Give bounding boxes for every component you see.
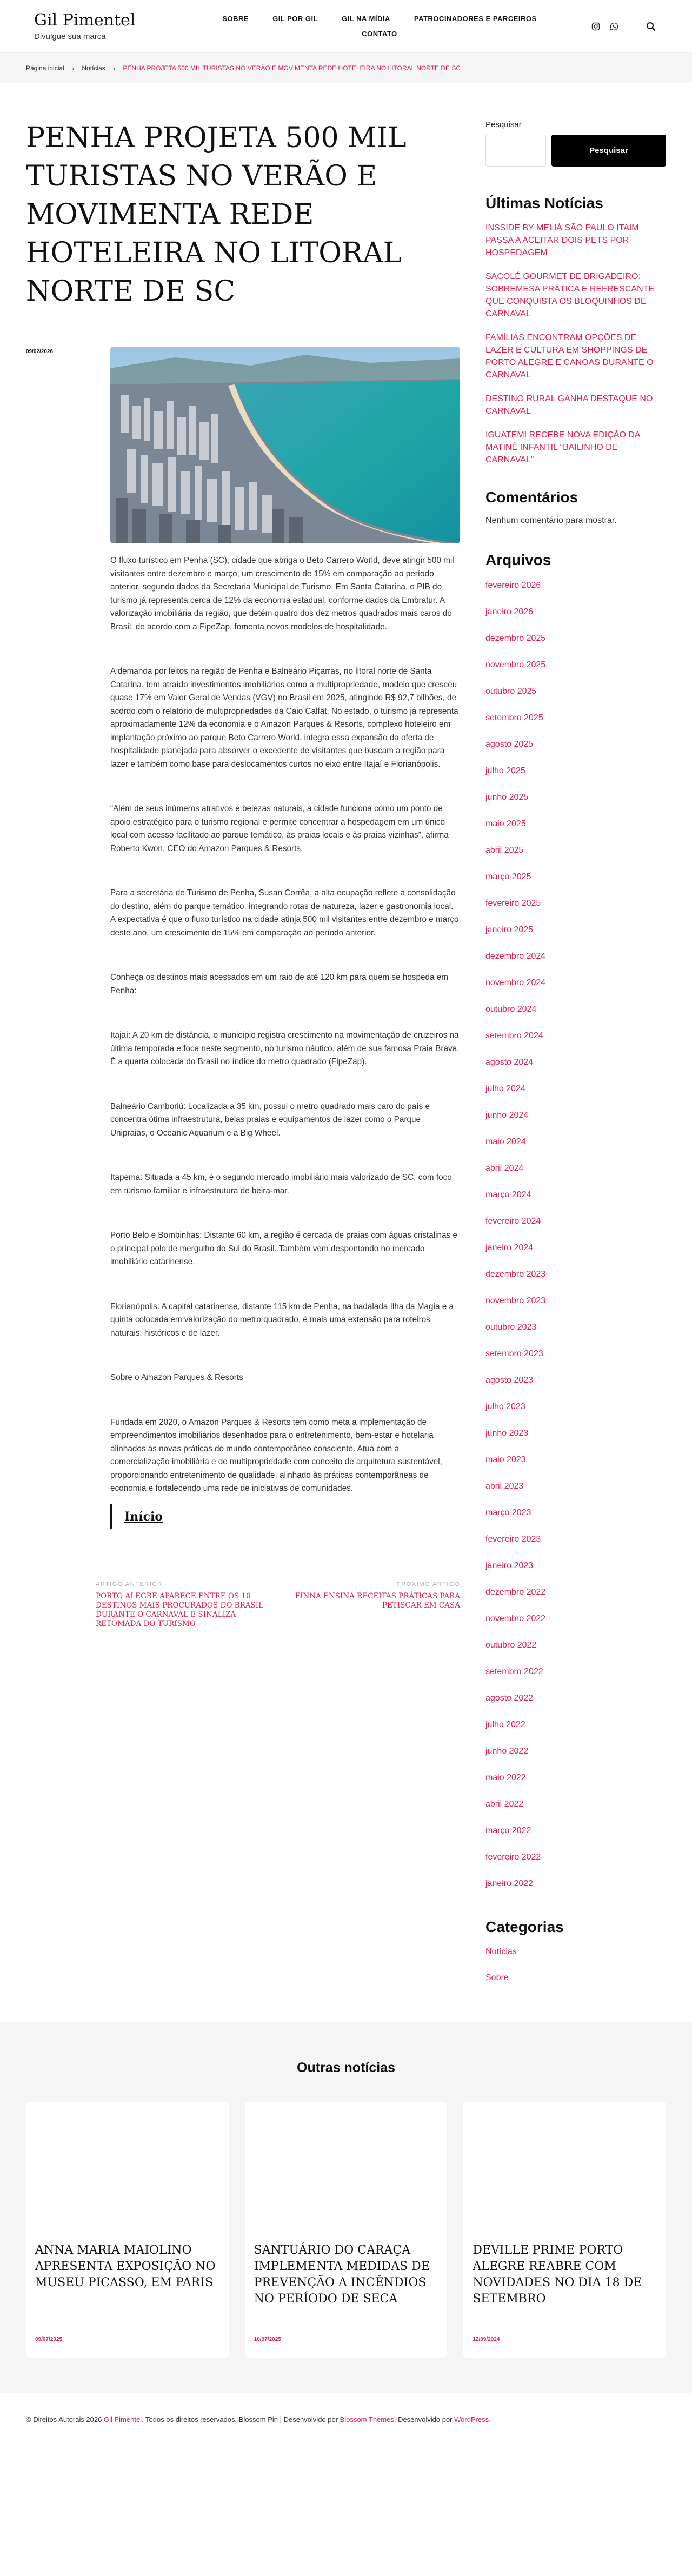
main-nav [169, 11, 590, 42]
categories-list [485, 1939, 666, 1991]
archive-link[interactable]: setembro 2023 [485, 1349, 543, 1358]
archive-link[interactable]: setembro 2025 [485, 713, 543, 722]
footer-prefix: © Direitos Autorais 2026 [26, 2415, 104, 2424]
archive-link[interactable]: agosto 2025 [485, 740, 534, 749]
article-paragraph: Sobre o Amazon Parques & Resorts [110, 1373, 243, 1382]
archive-link[interactable]: junho 2022 [485, 1747, 529, 1756]
archive-link[interactable]: fevereiro 2024 [485, 1217, 541, 1226]
breadcrumb-current: PENHA PROJETA 500 MIL TURISTAS NO VERÃO E MOVIMENTA REDE HOTELEIRA NO LITORAL NORTE DE SC [123, 64, 461, 72]
post-tag [110, 1504, 460, 1529]
post-navigation [26, 1581, 460, 1629]
archive-link[interactable]: janeiro 2024 [485, 1243, 534, 1252]
next-post[interactable] [278, 1581, 460, 1629]
search-button[interactable]: Pesquisar [551, 135, 666, 167]
archive-link[interactable]: abril 2022 [485, 1800, 524, 1809]
archive-link[interactable]: novembro 2023 [485, 1296, 546, 1305]
archive-link[interactable]: janeiro 2023 [485, 1561, 534, 1570]
archive-link[interactable]: maio 2025 [485, 819, 526, 828]
archive-link[interactable]: abril 2025 [485, 846, 524, 855]
recent-post-link[interactable]: DESTINO RURAL GANHA DESTAQUE NO CARNAVAL [485, 394, 653, 416]
footer-powered: . Desenvolvido por [394, 2415, 455, 2424]
footer-theme-link[interactable]: Blossom Themes [340, 2415, 394, 2424]
article-paragraph: Itapema: Situada a 45 km, é o segundo mercado imobiliário mais valorizado de SC, com foco em turismo familiar e infraestrutura de beira-mar. [110, 1173, 452, 1196]
archive-link[interactable]: agosto 2023 [485, 1376, 534, 1385]
archive-link[interactable]: outubro 2022 [485, 1641, 537, 1650]
archive-link[interactable]: outubro 2025 [485, 687, 537, 696]
article-paragraph: Itajaí: A 20 km de distância, o município registra crescimento na movimentação de cruzeiros na última temporada e foca neste segmento, no turismo náutico, além de sua famosa Praia Brava. É a quarta colocada do Brasil no índice do metro quadrado (FipeZap). [110, 1031, 460, 1066]
next-post-label: PRÓXIMO ARTIGO [396, 1581, 460, 1588]
category-link-sobre[interactable]: Sobre [485, 1973, 509, 1982]
article-paragraph: Porto Belo e Bombinhas: Distante 60 km, a região é cercada de praias com águas cristalinas e o principal polo de mergulho do Sul do Brasil. Também vem despontando no mercado imobiliário catarinense. [110, 1231, 457, 1266]
related-card[interactable] [245, 2102, 448, 2358]
nav-item-sobre[interactable]: SOBRE [222, 14, 249, 23]
archive-link[interactable]: março 2024 [485, 1190, 531, 1199]
site-title[interactable]: Gil Pimentel [34, 11, 136, 30]
content-area [0, 119, 692, 1991]
archives-title: Arquivos [485, 552, 551, 568]
recent-post-link[interactable]: INSSIDE BY MELIÁ SÃO PAULO ITAIM PASSA A ACEITAR DOIS PETS POR HOSPEDAGEM [485, 223, 639, 257]
comments-title: Comentários [485, 489, 578, 506]
entry-body [26, 347, 460, 1529]
archive-link[interactable]: janeiro 2025 [485, 925, 534, 934]
category-link-noticias[interactable]: Notícias [485, 1947, 517, 1956]
article-paragraph: Conheça os destinos mais acessados em um raio de até 120 km para quem se hospeda em Penha: [110, 973, 448, 995]
related-card-title[interactable]: ANNA MARIA MAIOLINO APRESENTA EXPOSIÇÃO NO MUSEU PICASSO, EM PARIS [35, 2243, 216, 2289]
archive-link[interactable]: abril 2024 [485, 1164, 524, 1173]
related-card[interactable] [26, 2102, 229, 2358]
page-title: PENHA PROJETA 500 MIL TURISTAS NO VERÃO E MOVIMENTA REDE HOTELEIRA NO LITORAL NORTE DE SC [26, 122, 407, 308]
nav-item-contato[interactable]: CONTATO [362, 29, 397, 38]
search-label: Pesquisar [485, 120, 522, 129]
archive-link[interactable]: março 2023 [485, 1508, 531, 1517]
search-form [485, 135, 666, 167]
breadcrumb-home[interactable]: Página inicial [26, 64, 64, 72]
archive-link[interactable]: novembro 2025 [485, 660, 546, 669]
article-paragraph: Florianópolis: A capital catarinense, distante 115 km de Penha, na badalada Ilha da Magia e a quinta colocada em valorização do metro quadrado, é mais uma extensão para roteiros naturais, históricos e de lazer. [110, 1302, 454, 1338]
nav-item-gil-por-gil[interactable]: GIL POR GIL [272, 14, 318, 23]
archive-link[interactable]: março 2025 [485, 872, 531, 881]
archive-link[interactable]: dezembro 2024 [485, 952, 546, 961]
header-tools [590, 21, 657, 32]
archive-link[interactable]: junho 2025 [485, 793, 529, 802]
archive-link[interactable]: fevereiro 2025 [485, 899, 541, 908]
entry-content [110, 347, 460, 1529]
related-card-date[interactable]: 10/07/2025 [254, 2336, 281, 2342]
related-card[interactable] [463, 2102, 666, 2358]
archive-link[interactable]: fevereiro 2026 [485, 581, 541, 590]
archive-link[interactable]: junho 2023 [485, 1429, 529, 1438]
related-card-date[interactable]: 09/07/2025 [35, 2336, 63, 2342]
footer-wordpress-link[interactable]: WordPress [454, 2415, 489, 2424]
archive-link[interactable]: maio 2024 [485, 1137, 526, 1146]
article-paragraph: Fundada em 2020, o Amazon Parques & Resorts tem como meta a implementação de empreendimentos imobiliários desenhados para o entretenimento, bem-estar e hotelaria alinhados às novas práticas do mundo contemporâneo consciente. Atua com a comercialização imobiliária e de multipropriedade com conceito de arquitetura sustentável, proporcionando entretenimento de qualidade, alinhado às práticas contemporâneas de economia e fortalecendo uma rede de iniciativas de comunidades. [110, 1417, 442, 1493]
footer-middle: . Todos os direitos reservados. Blossom Pin | Desenvolvido por [142, 2415, 340, 2424]
recent-post-link[interactable]: SACOLÉ GOURMET DE BRIGADEIRO: SOBREMESA PRÁTICA E REFRESCANTE QUE CONQUISTA OS BLOQUINHOS DE CARNAVAL [485, 272, 655, 318]
breadcrumb-section[interactable]: Notícias [82, 64, 105, 72]
next-post-title[interactable]: FINNA ENSINA RECEITAS PRÁTICAS PARA PETISCAR EM CASA [295, 1591, 460, 1610]
related-posts [0, 2022, 692, 2393]
related-card-title[interactable]: SANTUÁRIO DO CARAÇA IMPLEMENTA MEDIDAS DE PREVENÇÃO A INCÊNDIOS NO PERÍODO DE SECA [254, 2243, 430, 2306]
archive-link[interactable]: janeiro 2022 [485, 1879, 534, 1888]
site-footer [0, 2393, 692, 2487]
prev-post[interactable] [96, 1581, 278, 1629]
archive-link[interactable]: agosto 2022 [485, 1694, 534, 1703]
recent-post-link[interactable]: FAMÍLIAS ENCONTRAM OPÇÕES DE LAZER E CULTURA EM SHOPPINGS DE PORTO ALEGRE E CANOAS DURANTE O CARNAVAL [485, 333, 654, 380]
archive-link[interactable]: abril 2023 [485, 1482, 524, 1491]
main-content [26, 119, 460, 1991]
recent-post-link[interactable]: IGUATEMI RECEBE NOVA EDIÇÃO DA MATINÊ INFANTIL “BAILINHO DE CARNAVAL” [485, 430, 640, 464]
nav-item-patrocinadores[interactable]: PATROCINADORES E PARCEIROS [414, 14, 537, 23]
post-date[interactable]: 09/02/2026 [26, 349, 54, 355]
breadcrumb [0, 53, 692, 83]
archive-link[interactable]: dezembro 2025 [485, 634, 546, 643]
archive-link[interactable]: março 2022 [485, 1826, 531, 1835]
site-header [0, 0, 692, 53]
related-card-date[interactable]: 12/09/2024 [473, 2336, 500, 2342]
chevron-right-icon: › [112, 64, 116, 72]
tag-link-inicio[interactable]: Início [124, 1509, 163, 1524]
branding [34, 11, 169, 41]
categories-title: Categorias [485, 1918, 564, 1935]
recent-posts-list [485, 222, 666, 466]
archive-link[interactable]: novembro 2022 [485, 1614, 546, 1623]
article-paragraph: “Além de seus inúmeros atrativos e belezas naturais, a cidade funciona como um ponto de apoio estratégico para o turismo regional e permite concentrar a hospedagem em um único local com acesso facilitado ao parque temático, às praias locais e às praias vizinhas”, afirma Roberto Kwon, CEO do Amazon Parques & Resorts. [110, 804, 449, 853]
archive-link[interactable]: setembro 2024 [485, 1031, 543, 1040]
related-cards [26, 2102, 666, 2358]
site-description: Divulgue sua marca [34, 32, 106, 41]
related-posts-title: Outras notícias [297, 2060, 395, 2075]
prev-post-label: ARTIGO ANTERIOR [96, 1581, 163, 1588]
archive-link[interactable]: dezembro 2023 [485, 1270, 546, 1279]
archive-link[interactable]: julho 2023 [485, 1402, 525, 1411]
archive-link[interactable]: maio 2023 [485, 1455, 526, 1464]
article-paragraph: A demanda por leitos na região de Penha e Balneário Piçarras, no litoral norte de Santa Catarina, tem atraído investimentos imobiliários como a multipropriedade, modelo que cresceu quase 17% em Valor Geral de Vendas (VGV) no Brasil em 2025, atingindo R$ 92,7 bilhões, de acordo com o relatório de multipropriedades da Caio Calfat. No estado, o turismo já representa aproximadamente 12% da economia e o Amazon Parques & Resorts, complexo hoteleiro em implantação próximo ao parque Beto Carrero World, integra essa expansão da oferta de hospitalidade planejada para absorver o excedente de visitantes que buscam a região para lazer e também como base para deslocamentos curtos no eixo entre Itajaí e Florianópolis. [110, 667, 458, 769]
archive-link[interactable]: fevereiro 2023 [485, 1535, 541, 1544]
footer-end: . [489, 2415, 491, 2424]
archives-list [485, 572, 666, 1897]
article-paragraph: O fluxo turístico em Penha (SC), cidade que abriga o Beto Carrero World, deve atingir 500 mil visitantes entre dezembro e março, um crescimento de 15% em comparação ao período anterior, segundo dados da Secretaria Municipal de Turismo. Em Santa Catarina, o PIB do turismo já representa cerca de 12% da economia estadual, conforme dados da Embratur. A valorização imobiliária da região, que detém quatro dos dez metros quadrados mais caros do Brasil, de acordo com a FipeZap, fomenta novos modelos de hospitalidade. [110, 556, 454, 632]
archive-link[interactable]: fevereiro 2022 [485, 1853, 541, 1862]
archive-link[interactable]: setembro 2022 [485, 1667, 543, 1676]
tag-bar [110, 1504, 112, 1529]
archive-link[interactable]: maio 2022 [485, 1773, 526, 1782]
archive-link[interactable]: agosto 2024 [485, 1058, 534, 1067]
archive-link[interactable]: novembro 2024 [485, 978, 546, 987]
article-paragraph: Balneário Camboriú: Localizada a 35 km, possui o metro quadrado mais caro do país e concentra ótima infraestrutura, belas praias e equipamentos de lazer como o Parque Unipraias, o Oceanic Aquarium e a Big Wheel. [110, 1101, 430, 1138]
archive-link[interactable]: julho 2022 [485, 1720, 525, 1729]
chevron-right-icon: › [71, 64, 75, 72]
article-paragraph: Para a secretária de Turismo de Penha, Susan Corrêa, a alta ocupação reflete a consolidação do destino, além do parque temático, integrando rotas de natureza, lazer e gastronomia local. A expectativa é que o fluxo turístico na cidade atinja 500 mil visitantes entre dezembro e março deste ano, um crescimento de 15% em comparação ao período anterior. [110, 888, 459, 938]
archive-link[interactable]: outubro 2024 [485, 1005, 537, 1014]
recent-posts-title: Últimas Notícias [485, 195, 603, 211]
archive-link[interactable]: junho 2024 [485, 1111, 529, 1120]
related-card-title[interactable]: DEVILLE PRIME PORTO ALEGRE REABRE COM NOVIDADES NO DIA 18 DE SETEMBRO [473, 2243, 642, 2306]
prev-post-title[interactable]: PORTO ALEGRE APARECE ENTRE OS 10 DESTINOS MAIS PROCURADOS DO BRASIL DURANTE O CARNAVAL E SINALIZA RETOMADA DO TURISMO [96, 1591, 264, 1628]
nav-item-gil-na-midia[interactable]: GIL NA MÍDIA [342, 14, 390, 23]
archive-link[interactable]: julho 2025 [485, 766, 525, 775]
archive-link[interactable]: dezembro 2022 [485, 1588, 546, 1597]
footer-site-link[interactable]: Gil Pimentel [103, 2415, 142, 2424]
search-input[interactable] [485, 135, 546, 167]
instagram-icon[interactable] [590, 21, 602, 32]
sidebar [485, 119, 666, 1991]
archive-link[interactable]: janeiro 2026 [485, 607, 534, 616]
comments-empty: Nenhum comentário para mostrar. [485, 516, 617, 525]
featured-image [110, 347, 460, 543]
search-icon[interactable] [645, 21, 657, 32]
archive-link[interactable]: outubro 2023 [485, 1323, 537, 1332]
archive-link[interactable]: julho 2024 [485, 1084, 525, 1093]
whatsapp-icon[interactable] [608, 21, 620, 32]
